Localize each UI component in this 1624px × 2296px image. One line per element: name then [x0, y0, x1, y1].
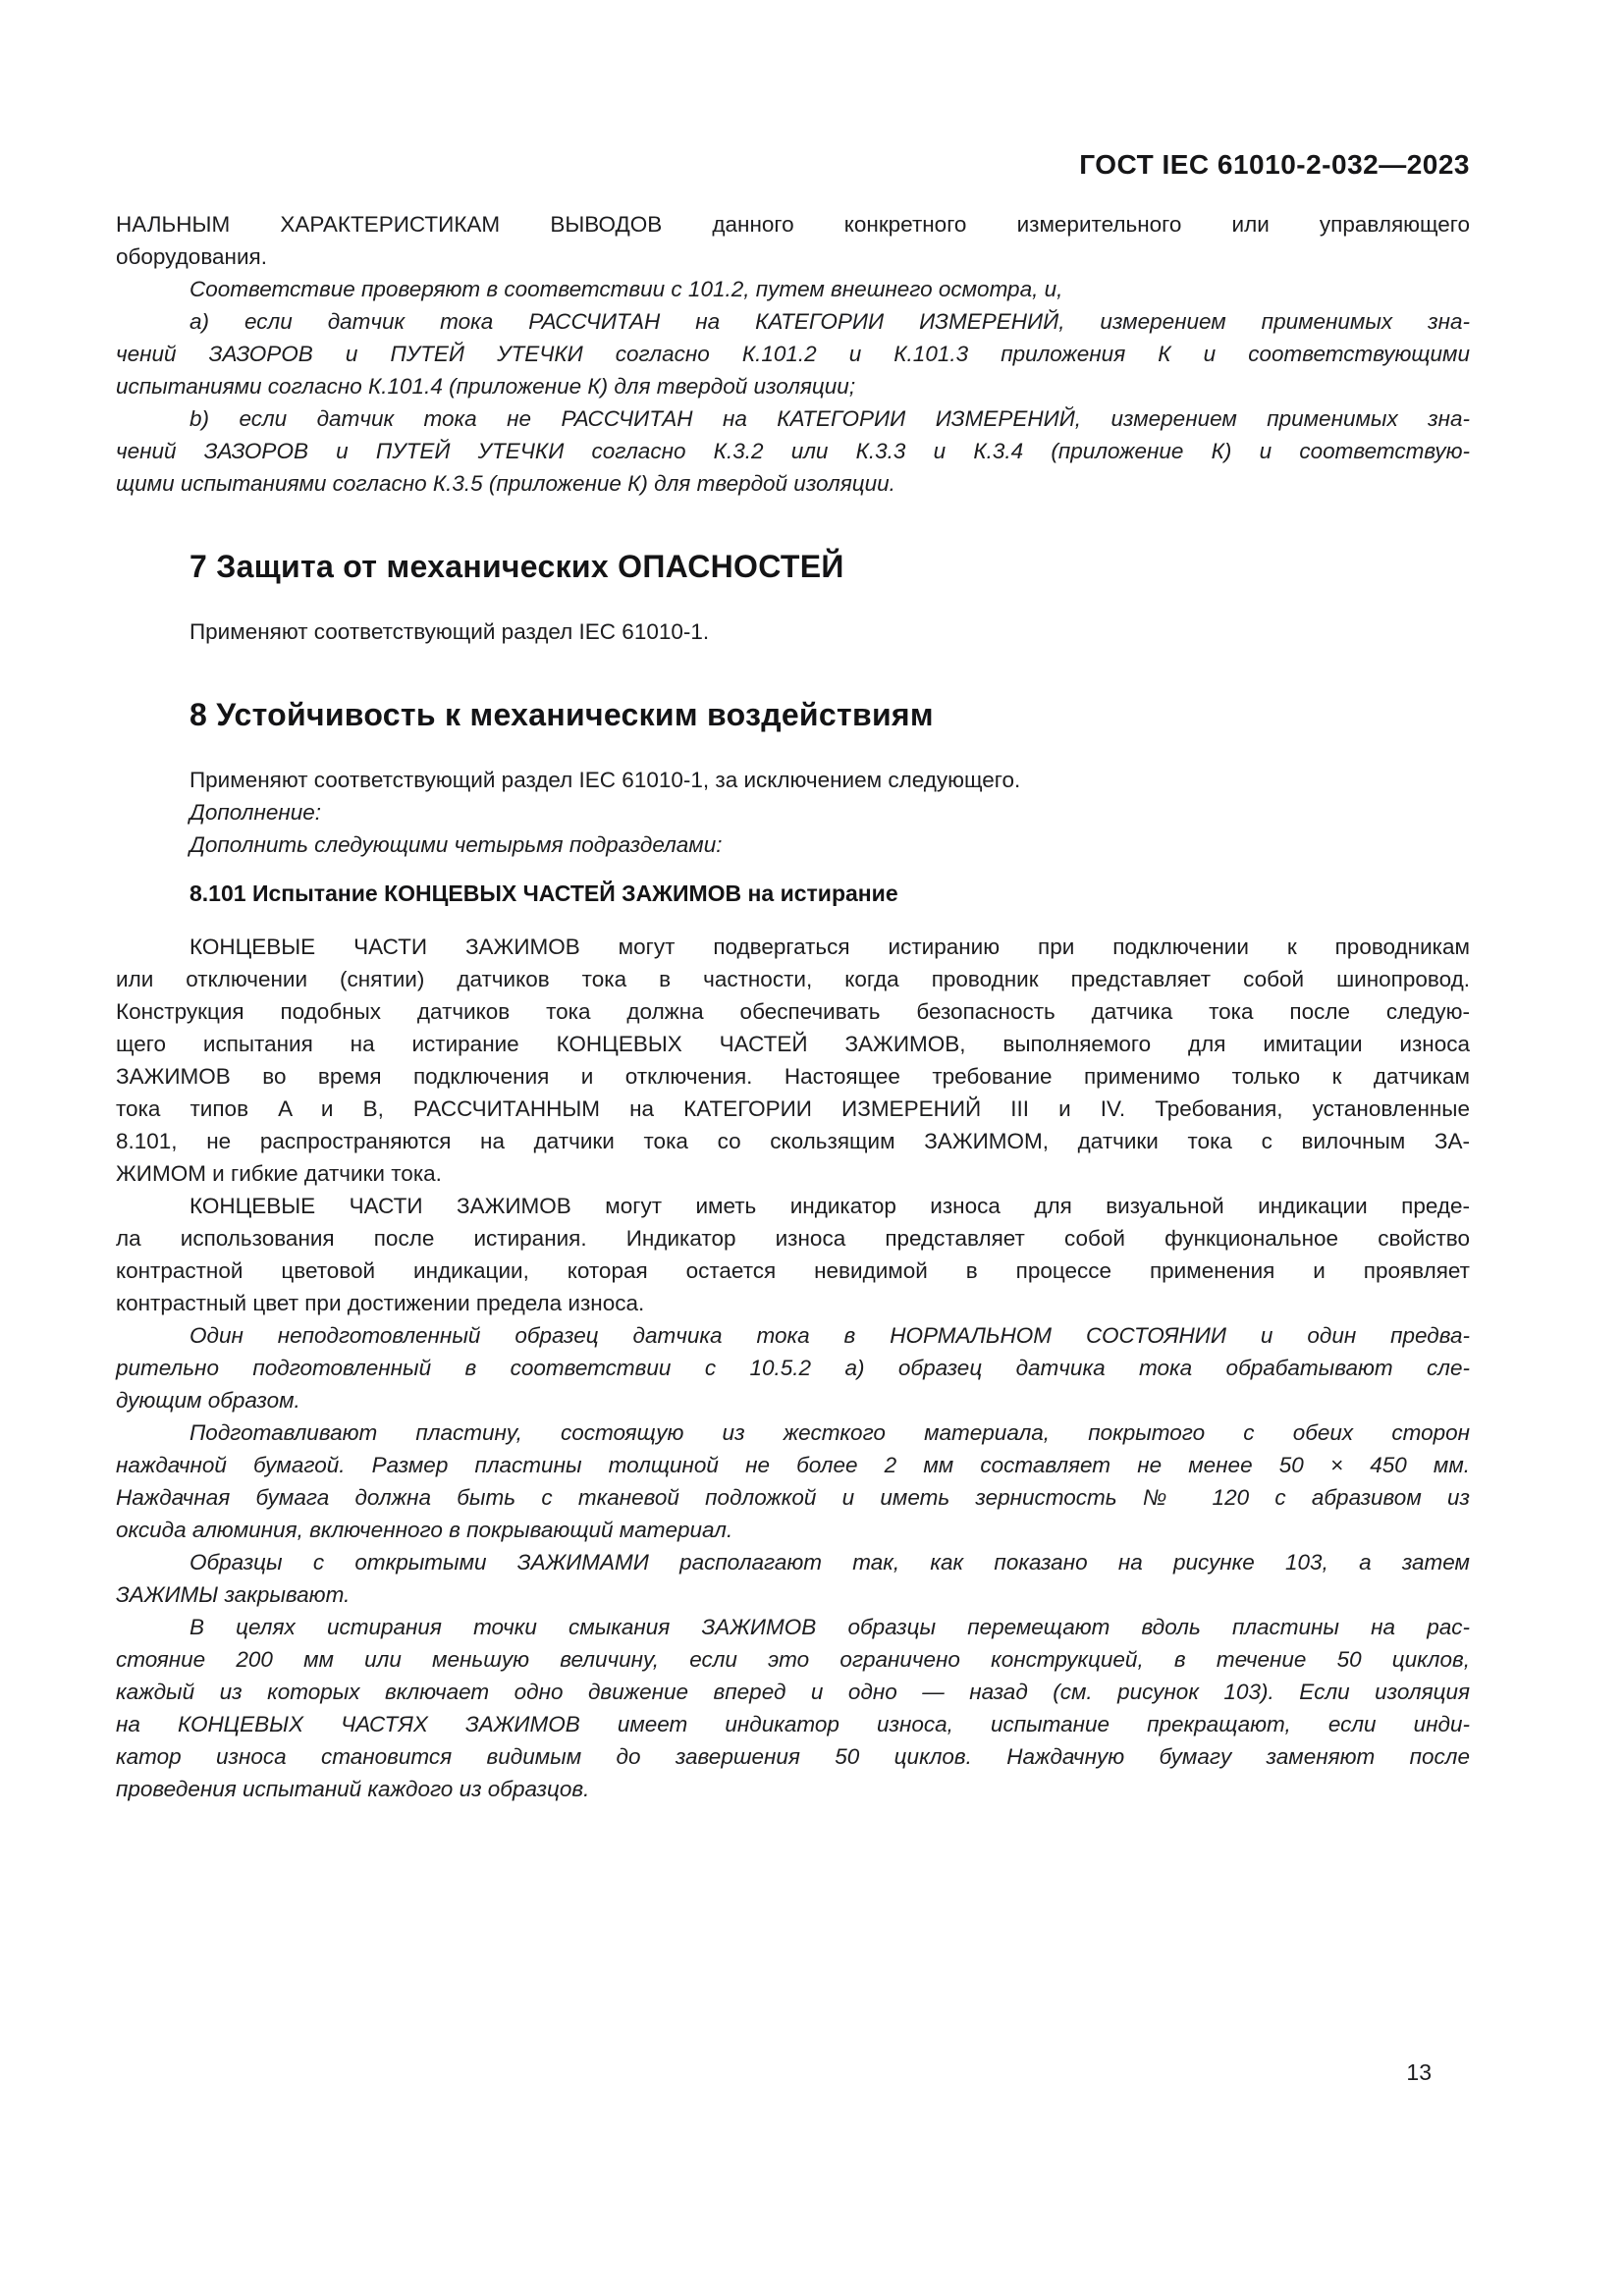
paragraph [116, 273, 1470, 305]
paragraph [116, 931, 1470, 1190]
text-line: каждый из которых включает одно движение вперед и одно — назад (см. рисунок 103). Если изоляция [116, 1680, 1470, 1704]
paragraph [116, 764, 1470, 796]
text-line: стояние 200 мм или меньшую величину, если это ограничено конструкцией, в течение 50 циклов, [116, 1647, 1470, 1672]
text-line: щего испытания на истирание КОНЦЕВЫХ ЧАСТЕЙ ЗАЖИМОВ, выполняемого для имитации износа [116, 1032, 1470, 1056]
text-line: чений ЗАЗОРОВ и ПУТЕЙ УТЕЧКИ согласно К.101.2 и К.101.3 приложения К и соответствующими [116, 342, 1470, 366]
text-line: Применяют соответствующий раздел IEC 61010-1. [189, 619, 710, 644]
running-header [116, 149, 1470, 181]
paragraph [116, 615, 1470, 648]
text-line: на КОНЦЕВЫХ ЧАСТЯХ ЗАЖИМОВ имеет индикатор износа, испытание прекращают, если инди- [116, 1712, 1470, 1736]
text-line: КОНЦЕВЫЕ ЧАСТИ ЗАЖИМОВ могут иметь индикатор износа для визуальной индикации преде- [189, 1194, 1470, 1218]
text-line: Конструкция подобных датчиков тока должна обеспечивать безопасность датчика тока после следую- [116, 999, 1470, 1024]
paragraph [116, 1416, 1470, 1546]
text-line: ЗАЖИМОВ во время подключения и отключения. Настоящее требование применимо только к датчикам [116, 1064, 1470, 1089]
text-line: Применяют соответствующий раздел IEC 61010-1, за исключением следующего. [189, 768, 1021, 792]
standard-code: ГОСТ IEC 61010-2-032—2023 [1079, 149, 1470, 180]
text-line: Один неподготовленный образец датчика тока в НОРМАЛЬНОМ СОСТОЯНИИ и один предва- [189, 1323, 1470, 1348]
paragraph [116, 1546, 1470, 1611]
text-line: Соответствие проверяют в соответствии с 101.2, путем внешнего осмотра, и, [189, 277, 1063, 301]
paragraph [116, 1190, 1470, 1319]
text-line: катор износа становится видимым до завершения 50 циклов. Наждачную бумагу заменяют после [116, 1744, 1470, 1769]
text-line: ЖИМОМ и гибкие датчики тока. [116, 1161, 442, 1186]
text-line: наждачной бумагой. Размер пластины толщиной не более 2 мм составляет не менее 50 × 450 мм. [116, 1453, 1470, 1477]
text-line: контрастный цвет при достижении предела износа. [116, 1291, 645, 1315]
text-line: Дополнить следующими четырьмя подразделами: [189, 832, 723, 857]
paragraph [116, 1611, 1470, 1805]
text-line: b) если датчик тока не РАССЧИТАН на КАТЕГОРИИ ИЗМЕРЕНИЙ, измерением применимых зна- [189, 406, 1470, 431]
text-line: Наждачная бумага должна быть с тканевой подложкой и иметь зернистость № 120 с абразивом из [116, 1485, 1470, 1510]
section-heading: 7 Защита от механических ОПАСНОСТЕЙ [189, 549, 844, 584]
paragraph [116, 208, 1470, 273]
text-line: 8.101, не распространяются на датчики тока со скользящим ЗАЖИМОМ, датчики тока с вилочным ЗА- [116, 1129, 1470, 1153]
text-line: испытаниями согласно К.101.4 (приложение К) для твердой изоляции; [116, 374, 856, 399]
text-line: дующим образом. [116, 1388, 300, 1413]
text-line: чений ЗАЗОРОВ и ПУТЕЙ УТЕЧКИ согласно К.3.2 или К.3.3 и К.3.4 (приложение К) и соответствую- [116, 439, 1470, 463]
document-body [116, 208, 1470, 1805]
text-line: Образцы с открытыми ЗАЖИМАМИ располагают так, как показано на рисунке 103, а затем [189, 1550, 1470, 1575]
text-line: или отключении (снятии) датчиков тока в частности, когда проводник представляет собой шинопровод. [116, 967, 1470, 991]
text-line: оксида алюминия, включенного в покрывающий материал. [116, 1518, 733, 1542]
paragraph [116, 402, 1470, 500]
paragraph [116, 305, 1470, 402]
section-heading: 8 Устойчивость к механическим воздействиям [189, 697, 934, 732]
text-line: щими испытаниями согласно К.3.5 (приложение К) для твердой изоляции. [116, 471, 895, 496]
text-line: ЗАЖИМЫ закрывают. [116, 1582, 351, 1607]
text-line: a) если датчик тока РАССЧИТАН на КАТЕГОРИИ ИЗМЕРЕНИЙ, измерением применимых зна- [189, 309, 1470, 334]
text-line: КОНЦЕВЫЕ ЧАСТИ ЗАЖИМОВ могут подвергаться истиранию при подключении к проводникам [189, 934, 1470, 959]
page-number: 13 [1406, 2059, 1432, 2085]
paragraph [116, 796, 1470, 828]
text-line: проведения испытаний каждого из образцов. [116, 1777, 590, 1801]
subsection-heading: 8.101 Испытание КОНЦЕВЫХ ЧАСТЕЙ ЗАЖИМОВ на истирание [189, 881, 898, 906]
paragraph [116, 1319, 1470, 1416]
text-line: рительно подготовленный в соответствии с 10.5.2 a) образец датчика тока обрабатывают сле- [116, 1356, 1470, 1380]
paragraph [116, 828, 1470, 861]
text-line: контрастной цветовой индикации, которая остается невидимой в процессе применения и проявляет [116, 1258, 1470, 1283]
text-line: оборудования. [116, 244, 267, 269]
text-line: тока типов A и B, РАССЧИТАННЫМ на КАТЕГОРИИ ИЗМЕРЕНИЙ III и IV. Требования, установленные [116, 1096, 1470, 1121]
text-line: Подготавливают пластину, состоящую из жесткого материала, покрытого с обеих сторон [189, 1420, 1470, 1445]
text-line: НАЛЬНЫМ ХАРАКТЕРИСТИКАМ ВЫВОДОВ данного конкретного измерительного или управляющего [116, 212, 1470, 237]
text-line: В целях истирания точки смыкания ЗАЖИМОВ образцы перемещают вдоль пластины на рас- [189, 1615, 1470, 1639]
text-line: Дополнение: [189, 800, 322, 825]
text-line: ла использования после истирания. Индикатор износа представляет собой функциональное свойство [116, 1226, 1470, 1251]
